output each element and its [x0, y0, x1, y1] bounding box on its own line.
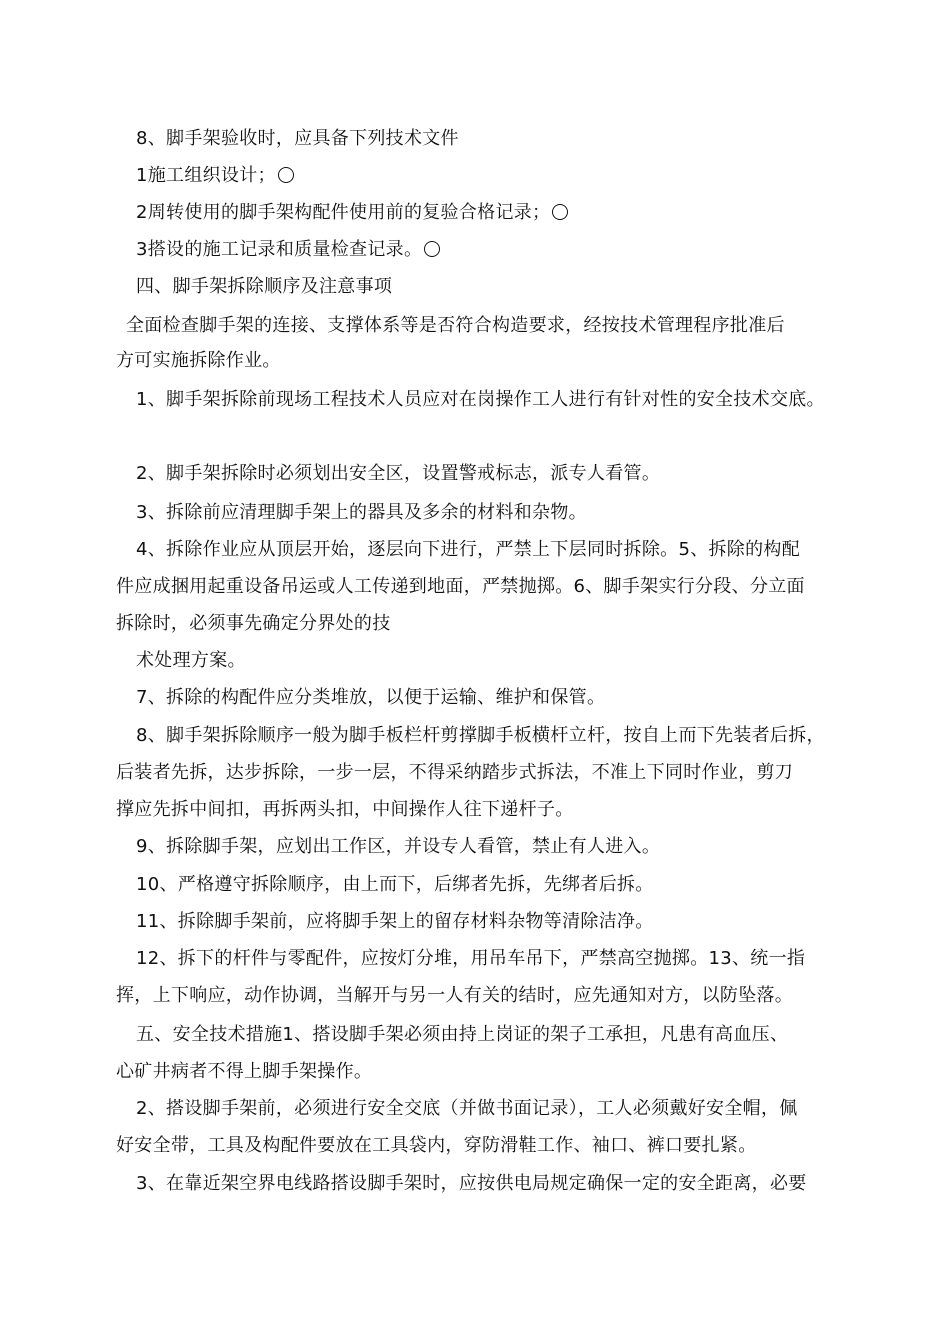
text-line	[136, 201, 568, 225]
line-text: 好安全带，工具及构配件要放在工具袋内，穿防滑鞋工作、袖口、裤口要扎紧。	[116, 1135, 757, 1156]
line-text: 心矿井病者不得上脚手架操作。	[116, 1061, 373, 1082]
line-text: 9、拆除脚手架，应划出工作区，并设专人看管，禁止有人进入。	[136, 836, 661, 857]
line-text: 四、脚手架拆除顺序及注意事项	[136, 276, 393, 297]
text-line	[136, 835, 660, 859]
text-line	[136, 873, 654, 897]
line-text: 撑应先拆中间扣，再拆两头扣，中间操作人往下递杆子。	[116, 799, 574, 820]
text-line	[136, 1172, 807, 1196]
line-text: 全面检查脚手架的连接、支撑体系等是否符合构造要求，经按技术管理程序批准后	[126, 315, 785, 336]
text-line	[136, 724, 825, 748]
text-line	[116, 1134, 757, 1158]
text-line	[116, 798, 574, 822]
line-text: 2、搭设脚手架前，必须进行安全交底（并做书面记录），工人必须戴好安全帽，佩	[136, 1098, 798, 1119]
line-text: 3、拆除前应清理脚手架上的器具及多余的材料和杂物。	[136, 502, 587, 523]
circle-icon	[424, 241, 440, 257]
line-text: 五、安全技术措施1、搭设脚手架必须由持上岗证的架子工承担，凡患有高血压、	[136, 1024, 789, 1045]
text-line	[136, 686, 605, 710]
text-line	[136, 501, 587, 525]
text-line	[136, 388, 825, 412]
text-line	[136, 462, 660, 486]
line-text: 8、脚手架验收时，应具备下列技术文件	[136, 128, 459, 149]
section-heading	[136, 1023, 788, 1047]
text-line	[116, 761, 793, 785]
line-text: 方可实施拆除作业。	[116, 350, 281, 371]
text-line	[136, 538, 800, 562]
line-text: 件应成捆用起重设备吊运或人工传递到地面，严禁抛掷。6、脚手架实行分段、分立面	[116, 576, 805, 597]
circle-icon	[552, 204, 568, 220]
line-text: 2、脚手架拆除时必须划出安全区，设置警戒标志，派专人看管。	[136, 463, 661, 484]
line-text: 3、在靠近架空界电线路搭设脚手架时，应按供电局规定确保一定的安全距离，必要	[136, 1173, 807, 1194]
text-line	[136, 1097, 798, 1121]
text-line	[116, 984, 793, 1008]
line-text: 1施工组织设计；	[136, 165, 276, 186]
line-text: 挥，上下响应，动作协调，当解开与另一人有关的结时，应先通知对方，以防坠落。	[116, 985, 794, 1006]
text-line	[136, 947, 805, 971]
text-line	[136, 649, 246, 673]
line-text: 12、拆下的杆件与零配件，应按灯分堆，用吊车吊下，严禁高空抛掷。13、统一指	[136, 948, 806, 969]
text-line	[116, 1060, 372, 1084]
text-line	[136, 910, 654, 934]
line-text: 拆除时，必须事先确定分界处的技	[116, 613, 391, 634]
text-line	[136, 164, 294, 188]
text-line	[116, 575, 805, 599]
line-text: 7、拆除的构配件应分类堆放，以便于运输、维护和保管。	[136, 687, 606, 708]
line-text: 2周转使用的脚手架构配件使用前的复验合格记录；	[136, 202, 551, 223]
line-text: 3搭设的施工记录和质量检查记录。	[136, 239, 423, 260]
line-text: 11、拆除脚手架前，应将脚手架上的留存材料杂物等清除洁净。	[136, 911, 654, 932]
line-text: 1、脚手架拆除前现场工程技术人员应对在岗操作工人进行有针对性的安全技术交底。	[136, 389, 825, 410]
text-line	[116, 349, 281, 373]
line-text: 8、脚手架拆除顺序一般为脚手板栏杆剪撑脚手板横杆立杆，按自上而下先装者后拆，	[136, 725, 825, 746]
circle-icon	[278, 167, 294, 183]
text-line	[126, 314, 785, 338]
line-text: 后装者先拆，达步拆除，一步一层，不得采纳踏步式拆法，不准上下同时作业，剪刀	[116, 762, 794, 783]
text-line	[136, 238, 440, 262]
line-text: 术处理方案。	[136, 650, 246, 671]
line-text: 4、拆除作业应从顶层开始，逐层向下进行，严禁上下层同时拆除。5、拆除的构配	[136, 539, 801, 560]
text-line	[116, 612, 391, 636]
section-heading	[136, 275, 392, 299]
line-text: 10、严格遵守拆除顺序，由上而下，后绑者先拆，先绑者后拆。	[136, 874, 654, 895]
text-line	[136, 127, 459, 151]
